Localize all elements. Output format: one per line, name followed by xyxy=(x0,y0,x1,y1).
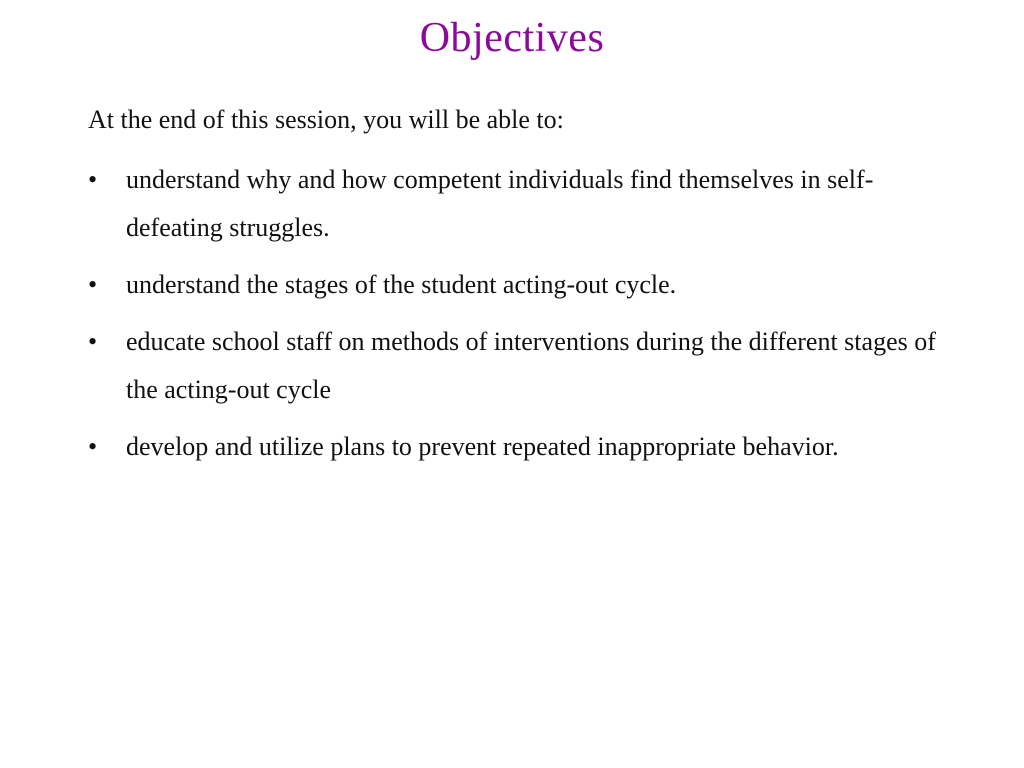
intro-text: At the end of this session, you will be able to: xyxy=(88,105,564,134)
bullet-icon: • xyxy=(88,327,98,356)
bullet-text: develop and utilize plans to prevent repeated inappropriate behavior. xyxy=(126,432,839,461)
bullet-icon: • xyxy=(88,165,98,194)
list-item xyxy=(88,261,948,309)
list-item xyxy=(88,156,948,252)
objectives-list xyxy=(88,156,948,480)
bullet-text: educate school staff on methods of interventions during the different stages of the acting-out cycle xyxy=(126,327,936,404)
bullet-text: understand why and how competent individuals find themselves in self-defeating struggles. xyxy=(126,165,874,242)
bullet-icon: • xyxy=(88,270,98,299)
list-item xyxy=(88,318,948,414)
slide-title: Objectives xyxy=(419,15,605,61)
bullet-icon: • xyxy=(88,432,98,461)
bullet-text: understand the stages of the student acting-out cycle. xyxy=(126,270,677,299)
list-item xyxy=(88,423,948,471)
